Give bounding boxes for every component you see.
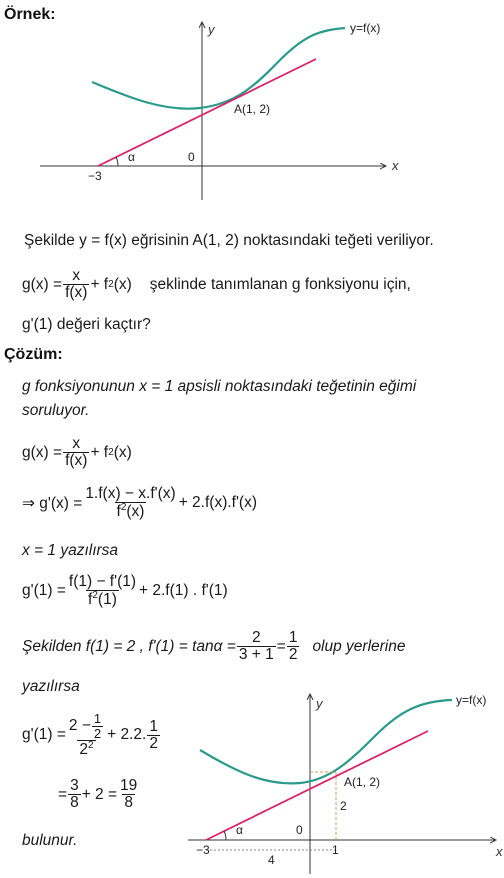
solution-intro1: g fonksiyonunun x = 1 apsisli noktasındaki teğetinin eğimi	[22, 378, 417, 395]
problem-line2-text: şeklinde tanımlanan g fonksiyonu için,	[149, 275, 411, 293]
eq2-num: 1.f(x) − x.f'(x)	[85, 485, 176, 502]
problem-line3: g'(1) değeri kaçtır?	[22, 316, 151, 333]
eq5-mid: + 2 =	[81, 785, 118, 803]
eq3-fraction	[67, 574, 138, 609]
y-label-2: y	[316, 696, 323, 711]
alpha-arc	[116, 157, 118, 166]
problem-g-definition	[22, 268, 411, 302]
eq5-eq: =	[58, 785, 68, 803]
yazilirsa: yazılırsa	[22, 678, 80, 695]
eq2-rest: + 2.f(x).f'(x)	[178, 494, 257, 512]
solution-heading: Çözüm:	[4, 346, 63, 363]
frac-den: f(x)	[65, 284, 88, 302]
eq1-lhs: g(x) =	[22, 443, 63, 461]
eq4-den: $2^2$	[79, 740, 94, 759]
x-label: x	[392, 158, 399, 173]
eq1-den: f(x)	[65, 452, 88, 470]
two-label: 2	[340, 799, 347, 813]
eq1-num: x	[72, 435, 81, 452]
g-lhs: g(x) =	[22, 275, 63, 293]
eq1-sup: 2	[108, 447, 114, 459]
eq5-fraction-2: $\frac{19}{8}$	[120, 777, 138, 812]
neg3-label: −3	[88, 169, 102, 183]
g-fraction	[63, 268, 89, 302]
eq3	[22, 574, 228, 609]
y-label: y	[208, 22, 215, 37]
curve-fx-2	[200, 700, 452, 783]
eq2-lhs: ⇒ g'(x) =	[22, 494, 83, 512]
eq3-lhs: g'(1) =	[22, 582, 66, 600]
figure-derivation	[22, 630, 406, 664]
neg3-label-2: −3	[196, 843, 210, 857]
fig-fraction-2: $\frac{1}{2}$	[288, 629, 298, 664]
curve-label: y=f(x)	[350, 21, 381, 35]
frac-num: x	[72, 267, 81, 284]
alpha-label-2: α	[236, 823, 243, 837]
four-label: 4	[268, 853, 275, 867]
eq4-lhs: g'(1) =	[22, 726, 66, 744]
g-rest-b: (x)	[113, 275, 132, 293]
point-label: A(1, 2)	[234, 102, 271, 116]
eq3-num: f(1) − f'(1)	[68, 573, 137, 590]
alpha-label: α	[128, 150, 135, 164]
eq3-rest: + 2.f(1) . f'(1)	[139, 582, 228, 600]
origin-label: 0	[188, 150, 195, 164]
eq2-fraction	[83, 486, 177, 521]
eq4-num: 2 − $\frac{1}{2}$	[68, 711, 102, 741]
fig-text-b: olup yerlerine	[312, 637, 406, 655]
eq3-den: $f^2(1)$	[88, 590, 117, 609]
x-equals-1: x = 1 yazılırsa	[22, 542, 119, 559]
point-label-2: A(1, 2)	[344, 775, 381, 789]
example-heading: Örnek:	[4, 6, 56, 23]
graph-1	[0, 0, 504, 200]
alpha-arc-2	[224, 831, 226, 840]
eq1	[22, 436, 132, 470]
g-rest: + f	[90, 275, 109, 293]
problem-line1: Şekilde y = f(x) eğrisinin A(1, 2) noktasındaki teğeti veriliyor.	[24, 232, 434, 249]
graph-2	[0, 686, 504, 878]
eq4-rest: + 2.2.	[107, 726, 147, 744]
g-sup: 2	[108, 279, 114, 291]
fig-eq: =	[276, 637, 286, 655]
solution-intro2: soruluyor.	[22, 402, 90, 419]
eq2	[22, 486, 257, 521]
fig-fraction: $\frac{2}{3 + 1}$	[238, 629, 274, 664]
curve-label-2: y=f(x)	[456, 693, 487, 707]
x-label-2: x	[496, 844, 503, 859]
bulunur: bulunur.	[22, 832, 78, 849]
eq4-half: $\frac{1}{2}$	[149, 717, 158, 752]
origin-label-2: 0	[296, 823, 303, 837]
eq2-den: $f^2(x)$	[116, 502, 145, 521]
curve-fx	[92, 28, 345, 109]
one-label: 1	[332, 843, 339, 857]
eq5-fraction: $\frac{3}{8}$	[70, 777, 79, 812]
eq1-rest-b: (x)	[113, 443, 132, 461]
eq1-fraction	[63, 436, 89, 470]
eq1-rest: + f	[90, 443, 109, 461]
fig-text-a: Şekilden f(1) = 2 , f'(1) = tanα =	[22, 637, 236, 655]
